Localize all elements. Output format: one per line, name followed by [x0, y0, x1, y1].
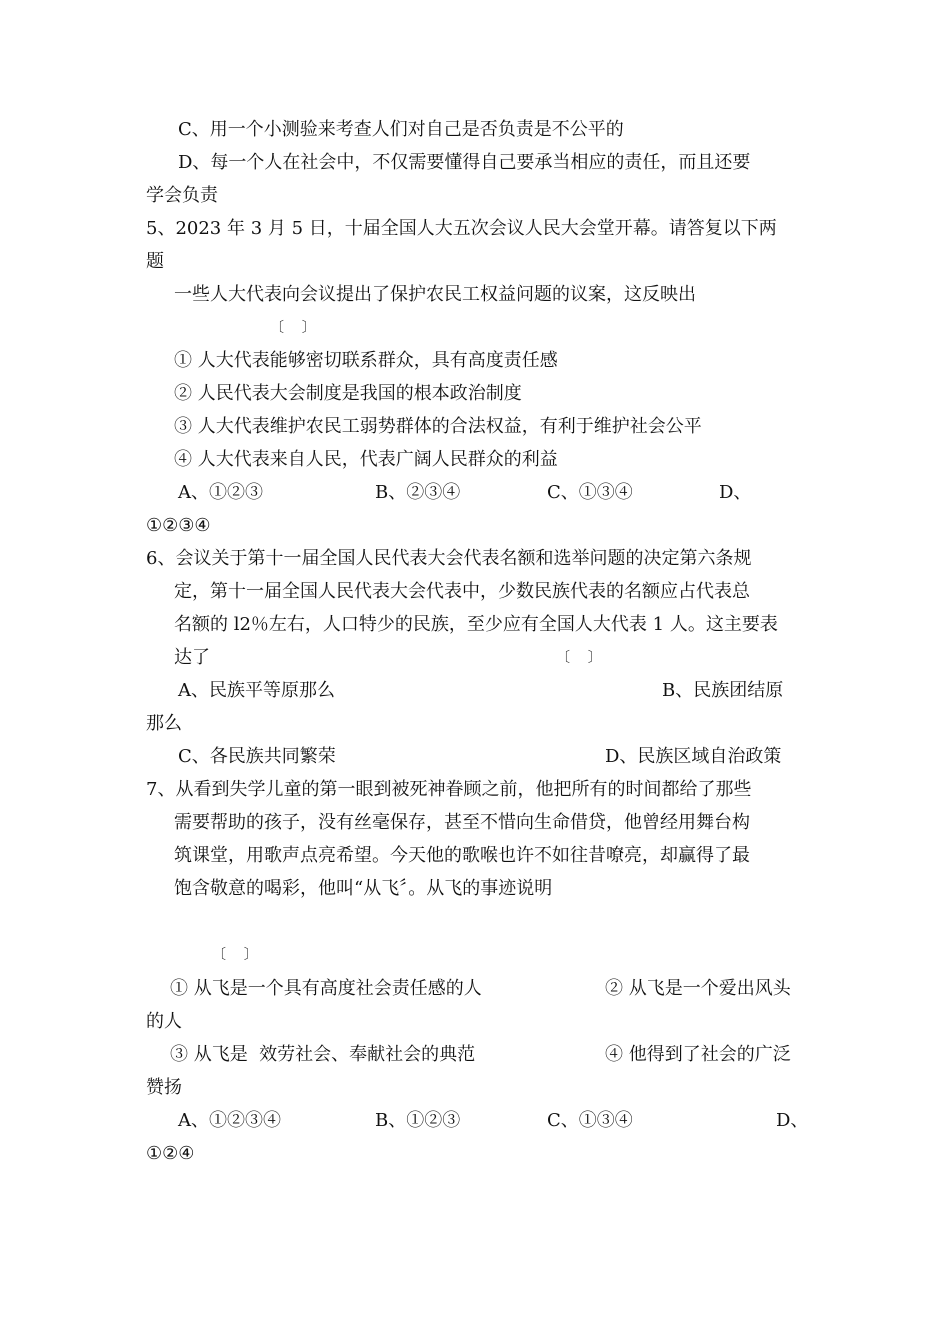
q5-choice-d: D、	[719, 482, 752, 503]
q5-item-3: ③ 人大代表维护农民工弱势群体的合法权益，有利于维护社会公平	[174, 416, 702, 437]
q6-choice-a: A、民族平等原那么	[178, 680, 335, 701]
q7-item-4-wrap: 赞扬	[146, 1077, 182, 1098]
q6-choice-b: B、民族团结原	[662, 680, 784, 701]
q6-line4: 达了	[174, 647, 210, 668]
q7-line2: 需要帮助的孩子，没有丝毫保存，甚至不惜向生命借贷，他曾经用舞台构	[174, 812, 750, 833]
q5-stem-line2: 题	[146, 251, 164, 272]
q5-item-1: ① 人大代表能够密切联系群众，具有高度责任感	[174, 350, 558, 371]
q6-choice-d: D、民族区域自治政策	[605, 746, 782, 767]
q6-line3: 名额的 l2％左右，人口特少的民族，至少应有全国人大代表 1 人。这主要表	[174, 614, 778, 635]
q5-choice-d-wrap: ①②③④	[146, 515, 211, 536]
q6-line2: 定，第十一届全国人民代表大会代表中，少数民族代表的名额应占代表总	[174, 581, 750, 602]
q5-stem-line1: 5、2023 年 3 月 5 日，十届全国人大五次会议人民大会堂开幕。请答复以下两	[146, 218, 777, 239]
q4-option-c: C、用一个小测验来考查人们对自己是否负责是不公平的	[178, 119, 624, 140]
q7-choice-b: B、①②③	[375, 1110, 461, 1131]
q6-choice-c: C、各民族共同繁荣	[178, 746, 336, 767]
q7-choice-c: C、①③④	[547, 1110, 633, 1131]
q4-option-d-line2: 学会负责	[146, 185, 218, 206]
q6-choice-b-wrap: 那么	[146, 713, 182, 734]
q5-subquestion: 一些人大代表向会议提出了保护农民工权益问题的议案，这反映出	[174, 284, 696, 305]
q7-line3: 筑课堂，用歌声点亮希望。今天他的歌喉也许不如往昔嘹亮，却赢得了最	[174, 845, 750, 866]
q6-line1: 6、会议关于第十一届全国人民代表大会代表名额和选举问题的决定第六条规	[146, 548, 752, 569]
q7-item-3: ③ 从飞是 效劳社会、奉献社会的典范	[170, 1044, 476, 1065]
q5-item-4: ④ 人大代表来自人民，代表广阔人民群众的利益	[174, 449, 558, 470]
q4-option-d-line1: D、每一个人在社会中，不仅需要懂得自己要承当相应的责任，而且还要	[178, 152, 751, 173]
q7-item-2: ② 从飞是一个爱出风头	[605, 978, 791, 999]
q5-choice-a: A、①②③	[178, 482, 263, 503]
q5-answer-bracket: 〔 〕	[270, 320, 316, 336]
q7-answer-bracket: 〔 〕	[212, 947, 258, 963]
q5-choice-c: C、①③④	[547, 482, 633, 503]
q7-line4: 饱含敬意的喝彩，他叫“从飞〞。从飞的事迹说明	[174, 878, 553, 899]
q6-answer-bracket: 〔 〕	[556, 650, 602, 666]
q7-choice-a: A、①②③④	[178, 1110, 281, 1131]
q7-choice-d: D、	[776, 1110, 809, 1131]
q7-line1: 7、从看到失学儿童的第一眼到被死神眷顾之前，他把所有的时间都给了那些	[146, 779, 752, 800]
q5-item-2: ② 人民代表大会制度是我国的根本政治制度	[174, 383, 522, 404]
q7-choice-d-wrap: ①②④	[146, 1143, 195, 1164]
q7-item-1: ① 从飞是一个具有高度社会责任感的人	[170, 978, 482, 999]
q7-item-4: ④ 他得到了社会的广泛	[605, 1044, 791, 1065]
q7-item-2-wrap: 的人	[146, 1011, 182, 1032]
q5-choice-b: B、②③④	[375, 482, 461, 503]
